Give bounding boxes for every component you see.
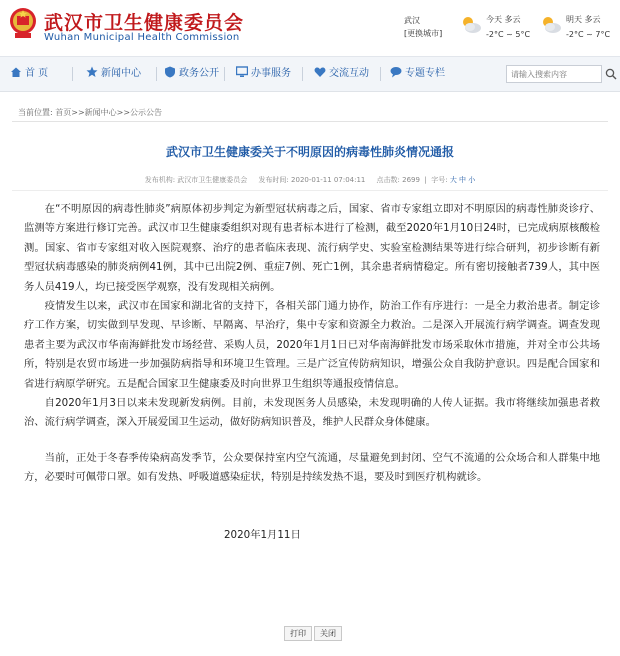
weather-today-label: 今天 多云 [486, 15, 521, 24]
close-button[interactable]: 关闭 [314, 626, 342, 641]
weather-city [404, 14, 442, 40]
site-title-en: Wuhan Municipal Health Commission [44, 32, 240, 43]
meta-views-label: 点击数: [376, 176, 400, 184]
monitor-icon [236, 66, 248, 78]
article-title: 武汉市卫生健康委关于不明原因的病毒性肺炎情况通报 [165, 145, 454, 159]
nav-item-topics[interactable]: 专题专栏 [390, 57, 445, 91]
search-input[interactable] [506, 65, 602, 83]
weather-tomorrow [540, 12, 618, 44]
nav-item-interaction[interactable]: 交流互动 [314, 57, 369, 91]
meta-date: 2020-01-11 07:04:11 [291, 176, 366, 184]
nav-divider [72, 67, 73, 81]
star-icon [86, 66, 98, 78]
nav-item-services[interactable]: 办事服务 [236, 57, 291, 91]
article-body [24, 200, 600, 545]
nav-divider [380, 67, 381, 81]
weather-tomorrow-label: 明天 多云 [566, 15, 601, 24]
heart-icon [314, 66, 326, 78]
meta-source-label: 发布机构: [144, 176, 176, 184]
home-icon [10, 66, 22, 78]
breadcrumb-prefix: 当前位置: [18, 108, 53, 117]
nav-item-gov-affairs[interactable]: 政务公开 [164, 57, 219, 91]
article-paragraph: 自2020年1月3日以来未发现新发病例。目前，未发现医务人员感染，未发现明确的人传人证据。我市将继续加强患者救治、流行病学调查，深入开展爱国卫生运动，做好防病知识普及，维护人民群众身体健康。 [24, 397, 600, 429]
nav-divider [224, 67, 225, 81]
meta-source: 武汉市卫生健康委员会 [177, 176, 248, 184]
meta-views: 2699 [402, 176, 420, 184]
cloudy-sun-icon [460, 14, 482, 36]
weather-city-name: 武汉 [404, 16, 420, 25]
meta-date-label: 发布时间: [258, 176, 289, 184]
divider [12, 190, 608, 191]
font-size-small[interactable]: 小 [468, 176, 476, 184]
chat-icon [390, 66, 402, 78]
site-title-cn: 武汉市卫生健康委员会 [44, 12, 245, 34]
main-nav [0, 56, 620, 92]
article-meta: 发布机构: 武汉市卫生健康委员会 发布时间: 2020-01-11 07:04:11 点击数: 2699 | 字号: 大 中 小 [144, 176, 476, 184]
meta-font-label: 字号: [431, 176, 448, 184]
article-sign-date: 2020年1月11日 [224, 528, 301, 541]
search-icon[interactable] [605, 68, 617, 80]
shield-icon [164, 66, 176, 78]
national-emblem-icon [8, 6, 38, 40]
breadcrumb-path[interactable]: 首页>>新闻中心>>公示公告 [55, 108, 163, 117]
nav-divider [156, 67, 157, 81]
cloudy-sun-icon [540, 14, 562, 36]
article-paragraph: 疫情发生以来，武汉市在国家和湖北省的支持下，各相关部门通力协作，防治工作有序进行：一是全力救治患者。制定诊疗工作方案，切实做到早发现、早诊断、早隔离、早治疗，集中专家和资源全力救治。二是深入开展流行病学调查。调查发现患者主要为武汉市华南海鲜批发市场经营、采购人员，2020年1月1日已对华南海鲜批发市场采取休市措施，并对全市公共场所，特别是农贸市场进一步加强防病指导和环境卫生管理。三是广泛宣传防病知识，增强公众自我防护意识。四是配合国家和省进行病原学研究。五是配合国家卫生健康委及时向世界卫生组织等通报疫情信息。 [24, 300, 600, 390]
font-size-large[interactable]: 大 [449, 176, 457, 184]
breadcrumb [18, 107, 162, 118]
nav-divider [302, 67, 303, 81]
weather-city-switch[interactable]: [更换城市] [404, 29, 443, 38]
weather-today-temp: -2°C ~ 5°C [486, 30, 531, 39]
divider [12, 121, 608, 122]
weather-tomorrow-temp: -2°C ~ 7°C [566, 30, 611, 39]
nav-item-news[interactable]: 新闻中心 [86, 57, 141, 91]
article-paragraph: 在“不明原因的病毒性肺炎”病原体初步判定为新型冠状病毒之后，国家、省市专家组立即对不明原因的病毒性肺炎诊疗、监测等方案进行修订完善。武汉市卫生健康委组织对现有患者标本进行了检测，截至2020年1月10日24时，已完成病原核酸检测。国家、省市专家组对收入医院观察、治疗的患者临床表现、流行病学史、实验室检测结果等进行综合研判，初步诊断有新型冠状病毒感染的肺炎病例41例，其中已出院2例、重症7例、死亡1例，其余患者病情稳定。所有密切接触者739人，其中医务人员419人，均已接受医学观察，没有发现相关病例。 [24, 203, 600, 293]
print-button[interactable]: 打印 [284, 626, 312, 641]
weather-today [460, 12, 538, 44]
font-size-medium[interactable]: 中 [459, 176, 467, 184]
nav-item-home[interactable]: 首 页 [10, 57, 48, 91]
article-paragraph: 当前，正处于冬春季传染病高发季节，公众要保持室内空气流通，尽量避免到封闭、空气不流通的公众场合和人群集中地方，必要时可佩带口罩。如有发热、呼吸道感染症状，特别是持续发热不退，要及时到医疗机构就诊。 [24, 451, 600, 484]
site-header [0, 0, 620, 56]
